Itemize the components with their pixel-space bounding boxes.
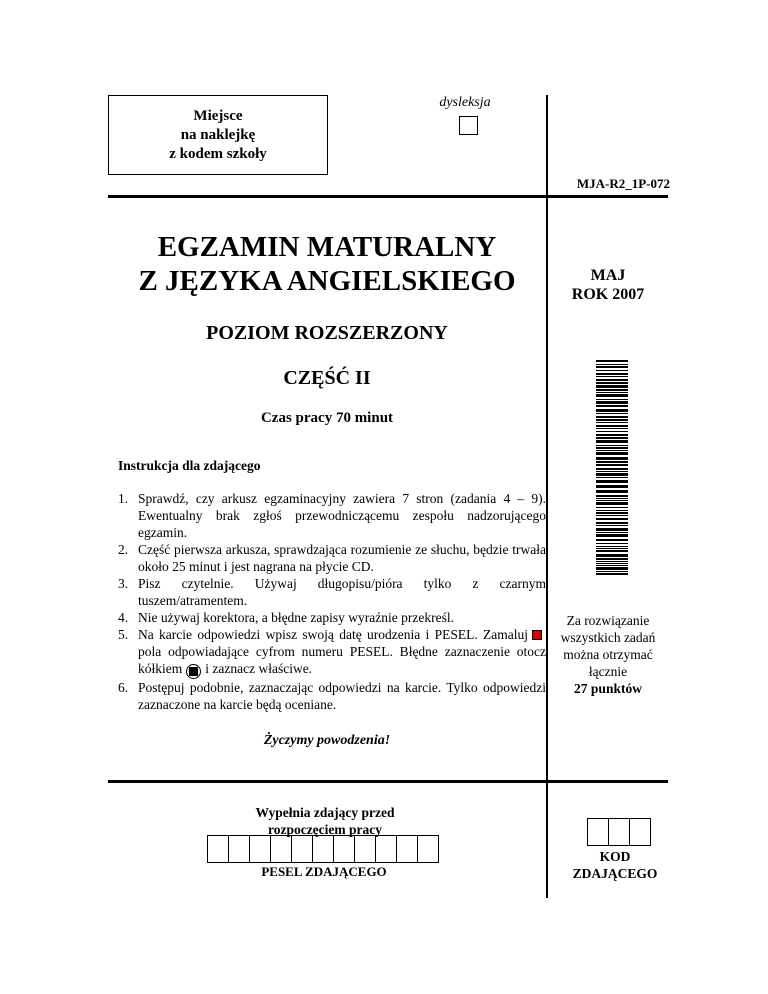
pesel-digit-box[interactable] (333, 835, 355, 863)
pesel-label: PESEL ZDAJĄCEGO (261, 864, 387, 879)
pesel-digit-box[interactable] (207, 835, 229, 863)
sticker-label: Miejsce na naklejkę z kodem szkoły (169, 107, 267, 162)
kod-digit-box[interactable] (629, 818, 651, 846)
exam-level: POZIOM ROZSZERZONY (206, 322, 448, 344)
list-item: 3. Pisz czytelnie. Używaj długopisu/pióra tylko z czarnym tuszem/atramentem. (118, 576, 546, 608)
top-divider (108, 195, 668, 198)
points-value: 27 punktów (574, 681, 642, 696)
page-title: EGZAMIN MATURALNY Z JĘZYKA ANGIELSKIEGO (138, 231, 516, 297)
kod-input-boxes[interactable] (588, 818, 651, 846)
pesel-input-boxes[interactable] (208, 835, 439, 863)
bottom-divider (108, 780, 668, 783)
list-item: 4. Nie używaj korektora, a błędne zapisy wyraźnie przekreśl. (118, 610, 454, 625)
school-sticker-placeholder (108, 95, 328, 175)
barcode-image (596, 360, 628, 575)
instructions-list (118, 490, 546, 713)
pesel-digit-box[interactable] (249, 835, 271, 863)
exam-time: Czas pracy 70 minut (260, 410, 394, 426)
list-item: 2. Część pierwsza arkusza, sprawdzająca rozumienie ze słuchu, będzie trwała około 25 minut i jest nagrana na płycie CD. (118, 542, 546, 574)
pesel-digit-box[interactable] (354, 835, 376, 863)
dyslexia-label: dysleksja (439, 95, 491, 110)
pesel-digit-box[interactable] (417, 835, 439, 863)
exam-part: CZĘŚĆ II (283, 367, 371, 389)
points-info: Za rozwiązanie wszystkich zadań można otrzymać łącznie 27 punktów (548, 612, 668, 697)
filled-square-icon (532, 630, 542, 640)
vertical-divider (546, 95, 548, 898)
list-item: 1. Sprawdź, czy arkusz egzaminacyjny zawiera 7 stron (zadania 4 – 9). Ewentualny brak zgłoś przewodniczącemu zespołu nadzorującego egzamin. (118, 491, 546, 540)
list-item: 6. Postępuj podobnie, zaznaczając odpowiedzi na karcie. Tylko odpowiedzi zaznaczone na karcie będą oceniane. (118, 680, 546, 712)
pesel-digit-box[interactable] (291, 835, 313, 863)
pesel-digit-box[interactable] (312, 835, 334, 863)
pesel-digit-box[interactable] (375, 835, 397, 863)
list-item: 5. Na karcie odpowiedzi wpisz swoją datę urodzenia i PESEL. Zamalujpola odpowiadające cyfrom numeru PESEL. Błędne zaznaczenie otocz kółkiem i zaznacz właściwe. (118, 626, 546, 679)
pesel-digit-box[interactable] (396, 835, 418, 863)
kod-digit-box[interactable] (587, 818, 609, 846)
good-luck-message: Życzymy powodzenia! (263, 733, 391, 748)
exam-session: MAJ ROK 2007 (571, 267, 645, 303)
circled-square-icon (186, 664, 201, 679)
pesel-digit-box[interactable] (228, 835, 250, 863)
kod-digit-box[interactable] (608, 818, 630, 846)
pesel-note: Wypełnia zdający przed rozpoczęciem pracy (255, 805, 395, 837)
instructions-heading: Instrukcja dla zdającego (118, 458, 261, 473)
pesel-digit-box[interactable] (270, 835, 292, 863)
kod-label: KOD ZDAJĄCEGO (572, 849, 658, 881)
dyslexia-checkbox[interactable] (459, 116, 478, 135)
exam-code: MJA-R2_1P-072 (576, 176, 670, 191)
